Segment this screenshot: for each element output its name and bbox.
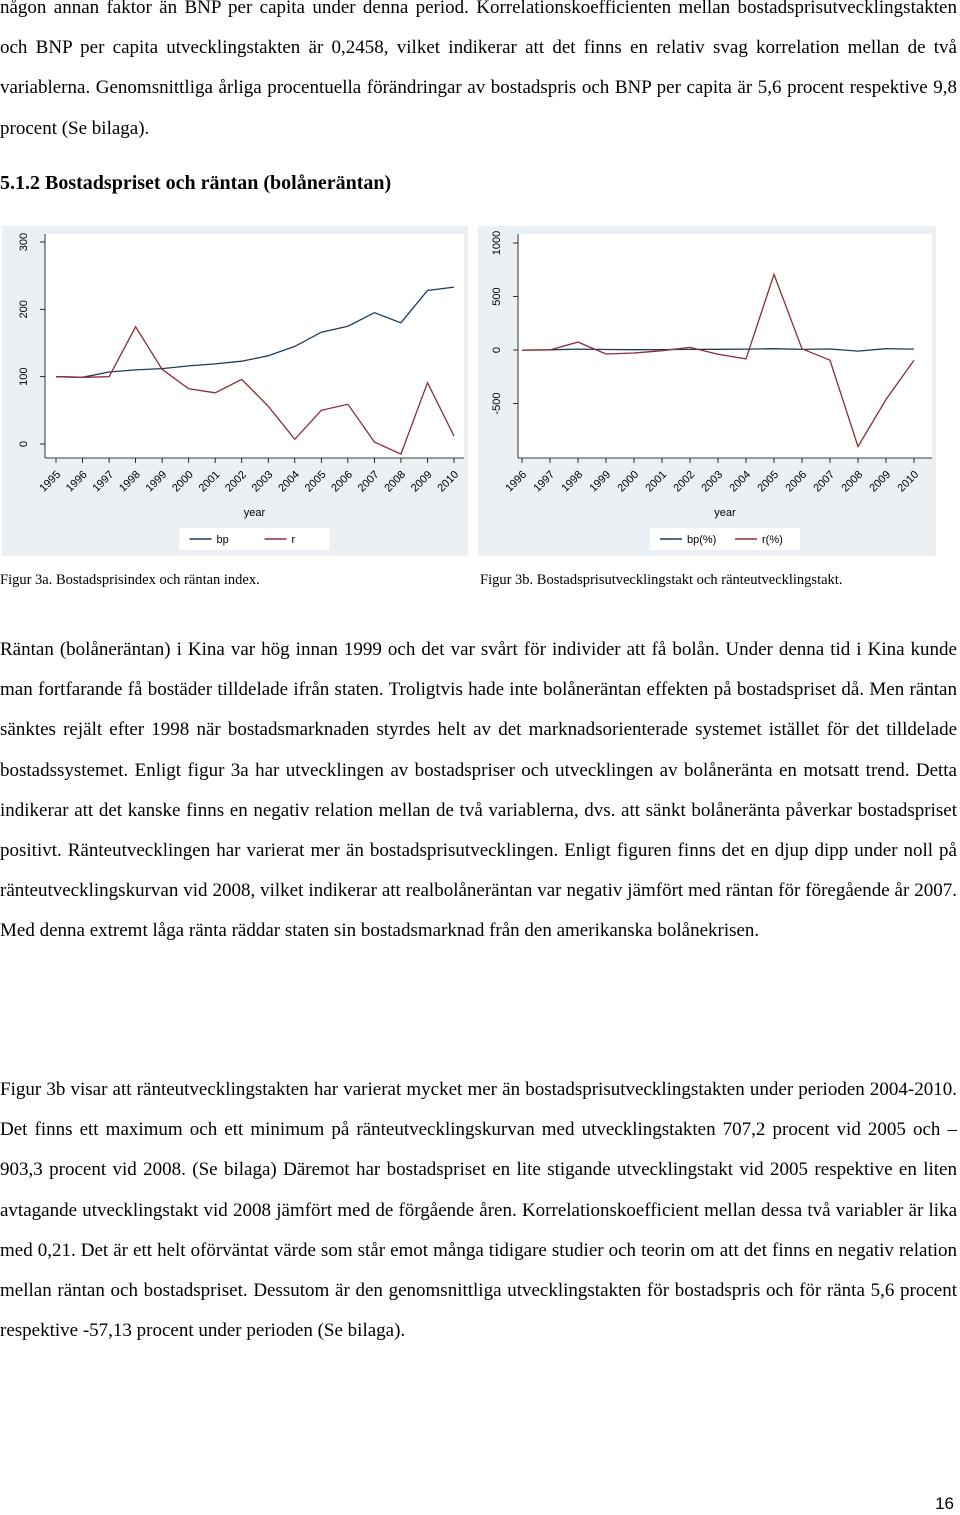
x-tick-label: 1998 [117,468,143,495]
paragraph-intro: någon annan faktor än BNP per capita under denna period. Korrelationskoefficienten mellan bostadsprisutvecklingstakten och BNP per capita utvecklingstakten är 0,2458, vilket indikerar att det finns en relativ svag korrelation mellan de två variablerna. Genomsnittliga årliga procentuella förändringar av bostadspris och BNP per capita är 5,6 procent respektive 9,8 procent (Se bilaga). [0,0,957,139]
y-tick-label: 100 [18,367,30,386]
x-tick-label: 1997 [90,468,117,495]
x-tick-label: 2007 [811,468,838,495]
plot-area [518,234,932,458]
y-tick-label: -500 [491,392,503,415]
legend-label: r [291,534,296,546]
y-tick-label: 0 [18,440,30,448]
paragraph-discussion-3b: Figur 3b visar att ränteutvecklingstakten har varierat mycket mer än bostadsprisutvecklingstakten under perioden 2004-2010. Det finns ett maximum och ett minimum på ränteutvecklingskurvan med utvecklingstakten 707,2 procent vid 2005 och – 903,3 procent vid 2008. (Se bilaga) Däremot har bostadspriset en lite stigande utvecklingstakt vid 2005 respektive en liten avtagande utvecklingstakt vid 2008 jämfört med de förgående åren. Korrelationskoefficient mellan dessa två variabler är lika med 0,21. Det är ett helt oförväntat värde som står emot många tidigare studier och teorin om att det finns en negativ relation mellan räntan och bostadspriset. Dessutom är den genomsnittliga utvecklingstakten för bostadspris och för ränta 5,6 procent respektive -57,13 procent under perioden (Se bilaga). [0,1079,957,1342]
x-tick-label: 2010 [435,468,462,495]
x-tick-label: 1995 [37,468,64,495]
figure-3a [2,226,468,556]
x-tick-label: 2001 [196,468,223,495]
x-tick-label: 2009 [867,468,894,495]
x-tick-label: 2000 [615,468,642,495]
x-tick-label: 2006 [783,468,810,495]
caption-figure-3a: Figur 3a. Bostadsprisindex och räntan index. [0,572,260,588]
x-tick-label: 2002 [223,468,249,495]
x-tick-label: 2009 [408,468,435,495]
y-tick-label: 500 [491,287,503,306]
x-tick-label: 2008 [382,468,409,495]
x-tick-label: 2001 [643,468,670,495]
legend-label: bp [216,534,229,546]
x-axis-title: year [714,507,736,519]
figure-3a-chart [2,226,468,556]
legend-label: r(%) [762,534,783,546]
y-tick-label: 0 [491,346,503,354]
caption-figure-3b: Figur 3b. Bostadsprisutvecklingstakt och ränteutvecklingstakt. [480,572,843,588]
x-tick-label: 2010 [895,468,922,495]
x-tick-label: 2000 [170,468,196,495]
x-tick-label: 2004 [727,468,754,495]
page-number: 16 [935,1494,954,1513]
x-tick-label: 2004 [276,468,303,495]
x-tick-label: 2003 [249,468,276,495]
paragraph-discussion-3a: Räntan (bolåneräntan) i Kina var hög innan 1999 och det var svårt för individer att få bolån. Under denna tid i Kina kunde man fortfarande få bostäder tilldelade ifrån staten. Troligtvis hade inte bolåneräntan effekten på bostadspriset då. Men räntan sänktes rejält efter 1998 när bostadsmarknaden styrdes helt av det marknadsorienterade systemet istället för det tilldelade bostadssystemet. Enligt figur 3a har utvecklingen av bostadspriser och utvecklingen av bolåneränta en motsatt trend. Detta indikerar att det kanske finns en negativ relation mellan de två variablerna, dvs. att sänkt bolåneränta påverkar bostadspriset positivt. Ränteutvecklingen har varierat mer än bostadsprisutvecklingen. Enligt figuren finns det en djup dipp under noll på ränteutvecklingskurvan vid 2008, vilket indikerar att realbolåneräntan var negativ jämfört med räntan för föregående år 2007. Med denna extremt låga ränta räddar staten sin bostadsmarknad från den amerikanska bolånekrisen. [0,639,957,942]
x-tick-label: 2002 [671,468,698,495]
y-tick-label: 300 [18,232,30,252]
x-tick-label: 1996 [503,468,530,495]
section-heading: 5.1.2 Bostadspriset och räntan (bolåneräntan) [0,172,392,194]
x-tick-label: 1996 [63,468,90,495]
figure-3b [478,226,936,556]
x-tick-label: 1999 [587,468,614,495]
y-tick-label: 1000 [491,230,503,256]
legend-label: bp(%) [687,534,717,546]
figure-3b-chart [478,226,936,556]
x-tick-label: 1999 [143,468,170,495]
x-tick-label: 2006 [329,468,356,495]
plot-area [45,234,464,458]
x-tick-label: 2005 [302,468,329,495]
x-tick-label: 1998 [559,468,586,495]
x-tick-label: 1997 [531,468,558,495]
y-tick-label: 200 [18,300,30,319]
x-tick-label: 2005 [755,468,782,495]
x-tick-label: 2007 [355,468,382,495]
x-axis-title: year [243,507,266,519]
x-tick-label: 2008 [839,468,866,495]
x-tick-label: 2003 [699,468,726,495]
